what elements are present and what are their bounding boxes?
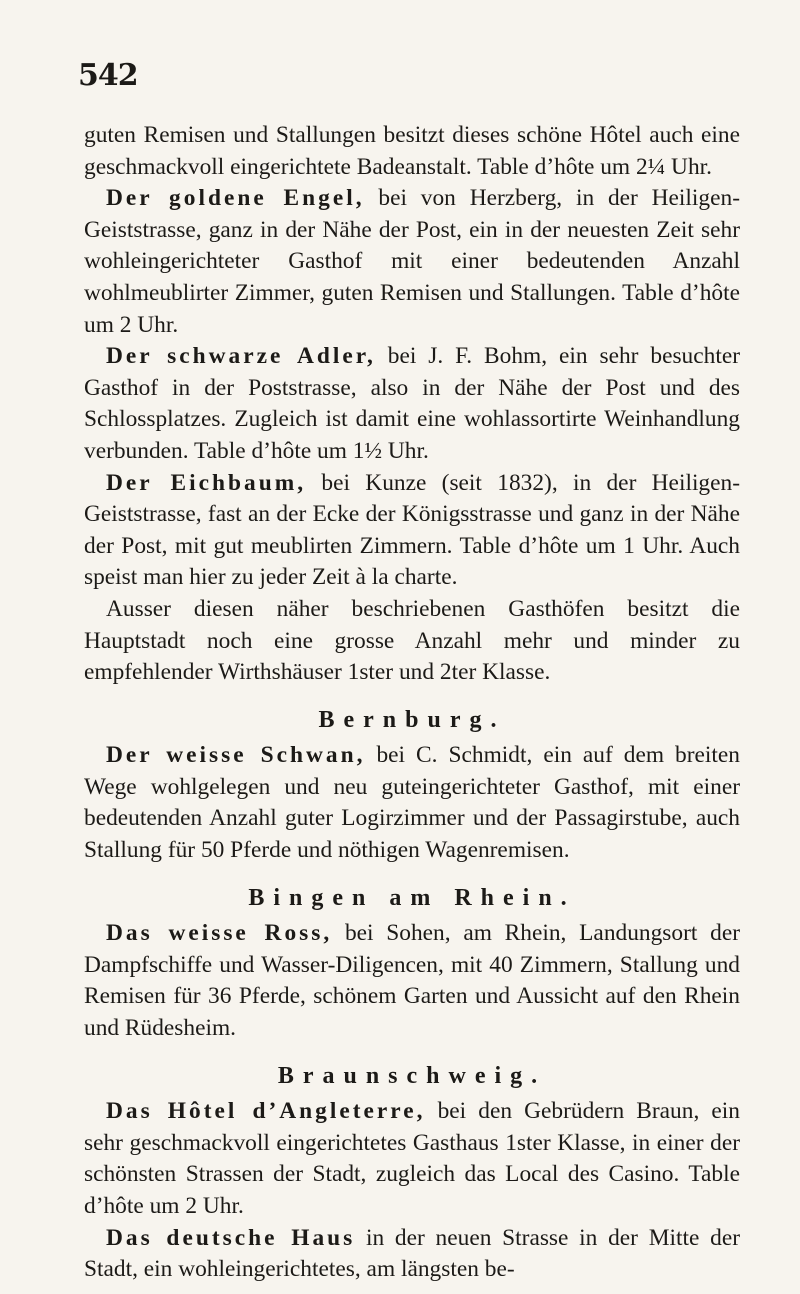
paragraph-deutsche-haus: Das deutsche Haus in der neuen Strasse in der Mitte der Stadt, ein wohleingerichtetes, am längsten be- (84, 1224, 740, 1283)
paragraph-eichbaum: Der Eichbaum, bei Kunze (seit 1832), in der Heiligen-Geiststrasse, fast an der Ecke der Königsstrasse und ganz in der Nähe der Post, mit gut meublirten Zimmern. Table d’hôte um 1 Uhr. Auch speist man hier zu jeder Zeit à la charte. (84, 469, 740, 591)
section-heading-bingen: Bingen am Rhein. (248, 884, 576, 911)
page-number: 542 (78, 58, 138, 93)
hotel-name: Der weisse Schwan, (106, 742, 366, 769)
hotel-name: Das deutsche Haus (106, 1224, 356, 1251)
hotel-name: Der schwarze Adler, (106, 343, 376, 370)
paragraph-weisse-schwan: Der weisse Schwan, bei C. Schmidt, ein auf dem breiten Wege wohlgelegen und neu guteingerichteter Gasthof, mit einer bedeutenden Anzahl guter Logirzimmer und der Passagirstube, auch Stallung für 50 Pferde und nöthigen Wagenremisen. (84, 742, 740, 864)
section-heading-bernburg: Bernburg. (318, 706, 506, 733)
paragraph-hotel-angleterre: Das Hôtel d’Angleterre, bei den Gebrüdern Braun, ein sehr geschmackvoll eingerichtetes Gasthaus 1ster Klasse, in einer der schönsten Strassen der Stadt, zugleich das Local des Casino. Table d’hôte um 2 Uhr. (84, 1098, 740, 1219)
section-heading-braunschweig: Braunschweig. (277, 1062, 547, 1089)
hotel-name: Der Eichbaum, (106, 469, 307, 496)
paragraph-intro: guten Remisen und Stallungen besitzt dieses schöne Hôtel auch eine geschmackvoll eingerichtete Badeanstalt. Table d’hôte um 2¼ Uhr. (84, 122, 740, 180)
hotel-name: Das weisse Ross, (106, 920, 333, 947)
body-text (84, 120, 740, 1286)
paragraph-goldene-engel: Der goldene Engel, bei von Herzberg, in der Heiligen-Geiststrasse, ganz in der Nähe der Post, ein in der neuesten Zeit sehr wohleingerichteter Gasthof mit einer bedeutenden Anzahl wohlmeublirter Zimmer, guten Remisen und Stallungen. Table d’hôte um 2 Uhr. (84, 185, 740, 338)
hotel-name: Der goldene Engel, (106, 185, 365, 212)
paragraph-summary: Ausser diesen näher beschriebenen Gasthöfen besitzt die Hauptstadt noch eine grosse Anzahl mehr und minder zu empfehlender Wirthshäuser 1ster und 2ter Klasse. (84, 595, 740, 686)
paragraph-weisse-ross: Das weisse Ross, bei Sohen, am Rhein, Landungsort der Dampfschiffe und Wasser-Diligencen, mit 40 Zimmern, Stallung und Remisen für 36 Pferde, schönem Garten und Aussicht auf den Rhein und Rüdesheim. (84, 920, 740, 1042)
paragraph-schwarze-adler: Der schwarze Adler, bei J. F. Bohm, ein sehr besuchter Gasthof in der Poststrasse, also in der Nähe der Post und des Schlossplatzes. Zugleich ist damit eine wohlassortirte Weinhandlung verbunden. Table d’hôte um 1½ Uhr. (84, 343, 740, 464)
hotel-name: Das Hôtel d’Angleterre, (106, 1098, 426, 1125)
